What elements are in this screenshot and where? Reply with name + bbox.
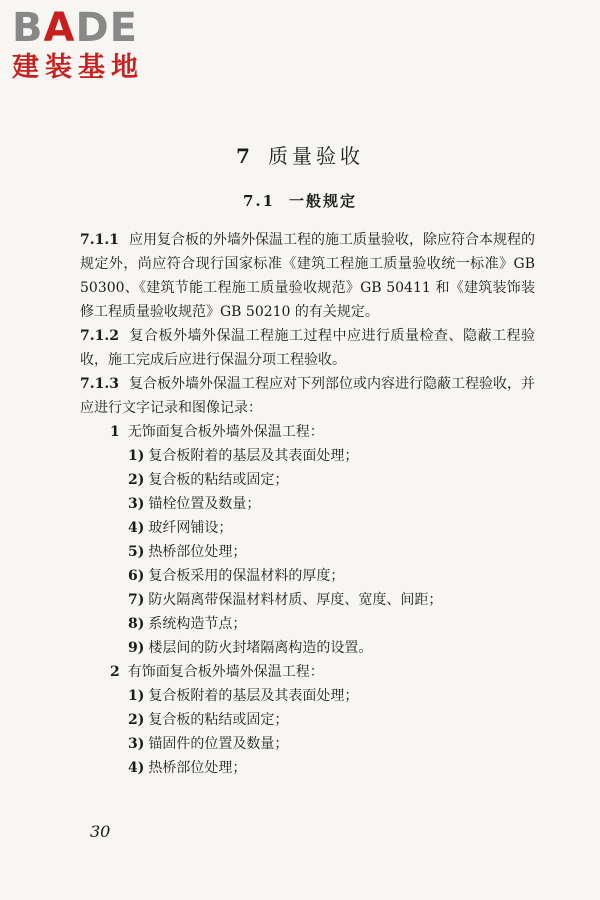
list-item: 2) 复合板的粘结或固定； — [128, 472, 289, 488]
bade-logo — [12, 6, 144, 84]
list-item: 2) 复合板的粘结或固定； — [128, 712, 289, 728]
logo-wordmark: BADE — [12, 5, 138, 51]
group-heading: 2 有饰面复合板外墙外保温工程： — [110, 664, 324, 680]
list-item: 7) 防火隔离带保温材料材质、厚度、宽度、间距； — [128, 592, 443, 608]
list-item: 5) 热桥部位处理； — [128, 544, 247, 560]
section-title: 一般规定 — [289, 192, 358, 210]
list-item: 6) 复合板采用的保温材料的厚度； — [128, 568, 345, 584]
list-item: 3) 锚栓位置及数量； — [128, 496, 261, 512]
clause-7-1-2: 7.1.2 复合板外墙外保温工程施工过程中应进行质量检查、隐蔽工程验收，施工完成后应进行保温分项工程验收。 — [80, 328, 535, 368]
group-heading: 1 无饰面复合板外墙外保温工程： — [110, 424, 324, 440]
page-number: 30 — [90, 822, 111, 841]
clause-7-1-1: 7.1.1 应用复合板的外墙外保温工程的施工质量验收，除应符合本规程的规定外，尚应符合现行国家标准《建筑工程施工质量验收统一标准》GB 50300、《建筑节能工程施工质量验收规范》GB 50411 和《建筑装饰装修工程质量验收规范》GB 50210 的有关规定。 — [80, 232, 535, 320]
page-body — [80, 228, 535, 780]
list-item: 1) 复合板附着的基层及其表面处理； — [128, 448, 359, 464]
chapter-heading — [0, 140, 600, 169]
logo-subtitle: 建装基地 — [12, 52, 144, 83]
clause-7-1-3: 7.1.3 复合板外墙外保温工程应对下列部位或内容进行隐蔽工程验收，并应进行文字记录和图像记录： — [80, 376, 535, 416]
section-heading — [0, 190, 600, 211]
section-number: 7.1 — [242, 192, 276, 210]
list-item: 4) 热桥部位处理； — [128, 760, 247, 776]
chapter-number: 7 — [236, 144, 254, 168]
list-item: 8) 系统构造节点； — [128, 616, 247, 632]
list-item: 1) 复合板附着的基层及其表面处理； — [128, 688, 359, 704]
chapter-title: 质量验收 — [267, 144, 364, 168]
list-item: 9) 楼层间的防火封堵隔离构造的设置。 — [128, 640, 373, 656]
list-item: 3) 锚固件的位置及数量； — [128, 736, 289, 752]
list-item: 4) 玻纤网铺设； — [128, 520, 233, 536]
